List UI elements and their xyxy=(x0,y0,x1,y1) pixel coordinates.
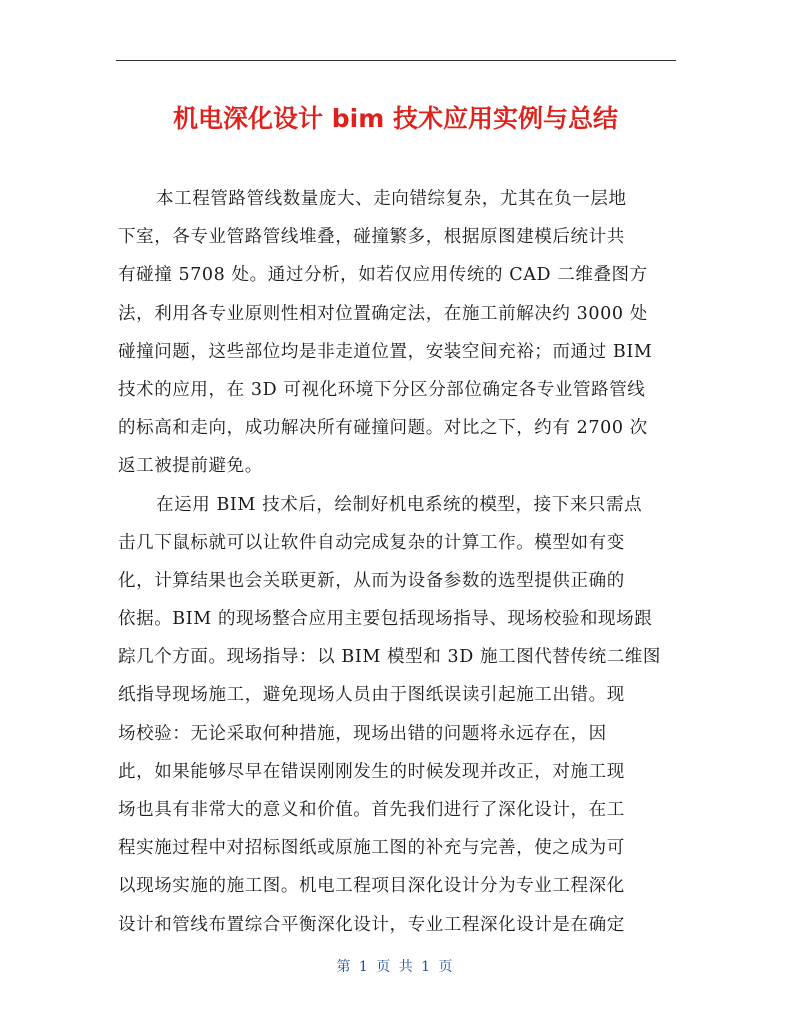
paragraph-1-line-2: 下室，各专业管路管线堆叠，碰撞繁多，根据原图建模后统计共 xyxy=(118,227,625,248)
paragraph-1-line-4: 法，利用各专业原则性相对位置确定法，在施工前解决约 3000 处 xyxy=(118,303,648,324)
header-rule xyxy=(116,60,676,61)
paragraph-2-line-1: 在运用 BIM 技术后，绘制好机电系统的模型，接下来只需点 xyxy=(156,494,643,515)
paragraph-2-line-4: 依据。BIM 的现场整合应用主要包括现场指导、现场校验和现场跟 xyxy=(118,609,653,630)
paragraph-2-line-12: 设计和管线布置综合平衡深化设计，专业工程深化设计是在确定 xyxy=(118,914,625,935)
paragraph-2-line-2: 击几下鼠标就可以让软件自动完成复杂的计算工作。模型如有变 xyxy=(118,532,625,553)
paragraph-2-line-9: 场也具有非常大的意义和价值。首先我们进行了深化设计，在工 xyxy=(118,800,625,820)
paragraph-1-line-7: 的标高和走向，成功解决所有碰撞问题。对比之下，约有 2700 次 xyxy=(118,418,648,439)
document-body xyxy=(118,180,671,944)
paragraph-1-line-5: 碰撞问题，这些部位均是非走道位置，安装空间充裕；而通过 BIM xyxy=(118,341,653,362)
paragraph-1-line-8: 返工被提前避免。 xyxy=(118,456,263,477)
document-title: 机电深化设计 bim 技术应用实例与总结 xyxy=(173,104,618,133)
paragraph-2-line-11: 以现场实施的施工图。机电工程项目深化设计分为专业工程深化 xyxy=(118,876,625,897)
page-number: 第 1 页 共 1 页 xyxy=(336,959,455,975)
paragraph-2-line-7: 场校验：无论采取何种措施，现场出错的问题将永远存在，因 xyxy=(118,723,607,744)
paragraph-2-line-8: 此，如果能够尽早在错误刚刚发生的时候发现并改正，对施工现 xyxy=(118,761,625,782)
paragraph-1-line-1: 本工程管路管线数量庞大、走向错综复杂，尤其在负一层地 xyxy=(156,189,627,209)
paragraph-2-line-6: 纸指导现场施工，避免现场人员由于图纸误读引起施工出错。现 xyxy=(118,685,625,706)
paragraph-1-line-3: 有碰撞 5708 处。通过分析，如若仅应用传统的 CAD 二维叠图方 xyxy=(118,265,648,286)
paragraph-1-line-6: 技术的应用，在 3D 可视化环境下分区分部位确定各专业管路管线 xyxy=(118,379,646,400)
paragraph-2-line-10: 程实施过程中对招标图纸或原施工图的补充与完善，使之成为可 xyxy=(118,838,625,859)
paragraph-2-line-3: 化，计算结果也会关联更新，从而为设备参数的选型提供正确的 xyxy=(118,570,625,591)
paragraph-2-line-5: 踪几个方面。现场指导：以 BIM 模型和 3D 施工图代替传统二维图 xyxy=(118,647,662,668)
